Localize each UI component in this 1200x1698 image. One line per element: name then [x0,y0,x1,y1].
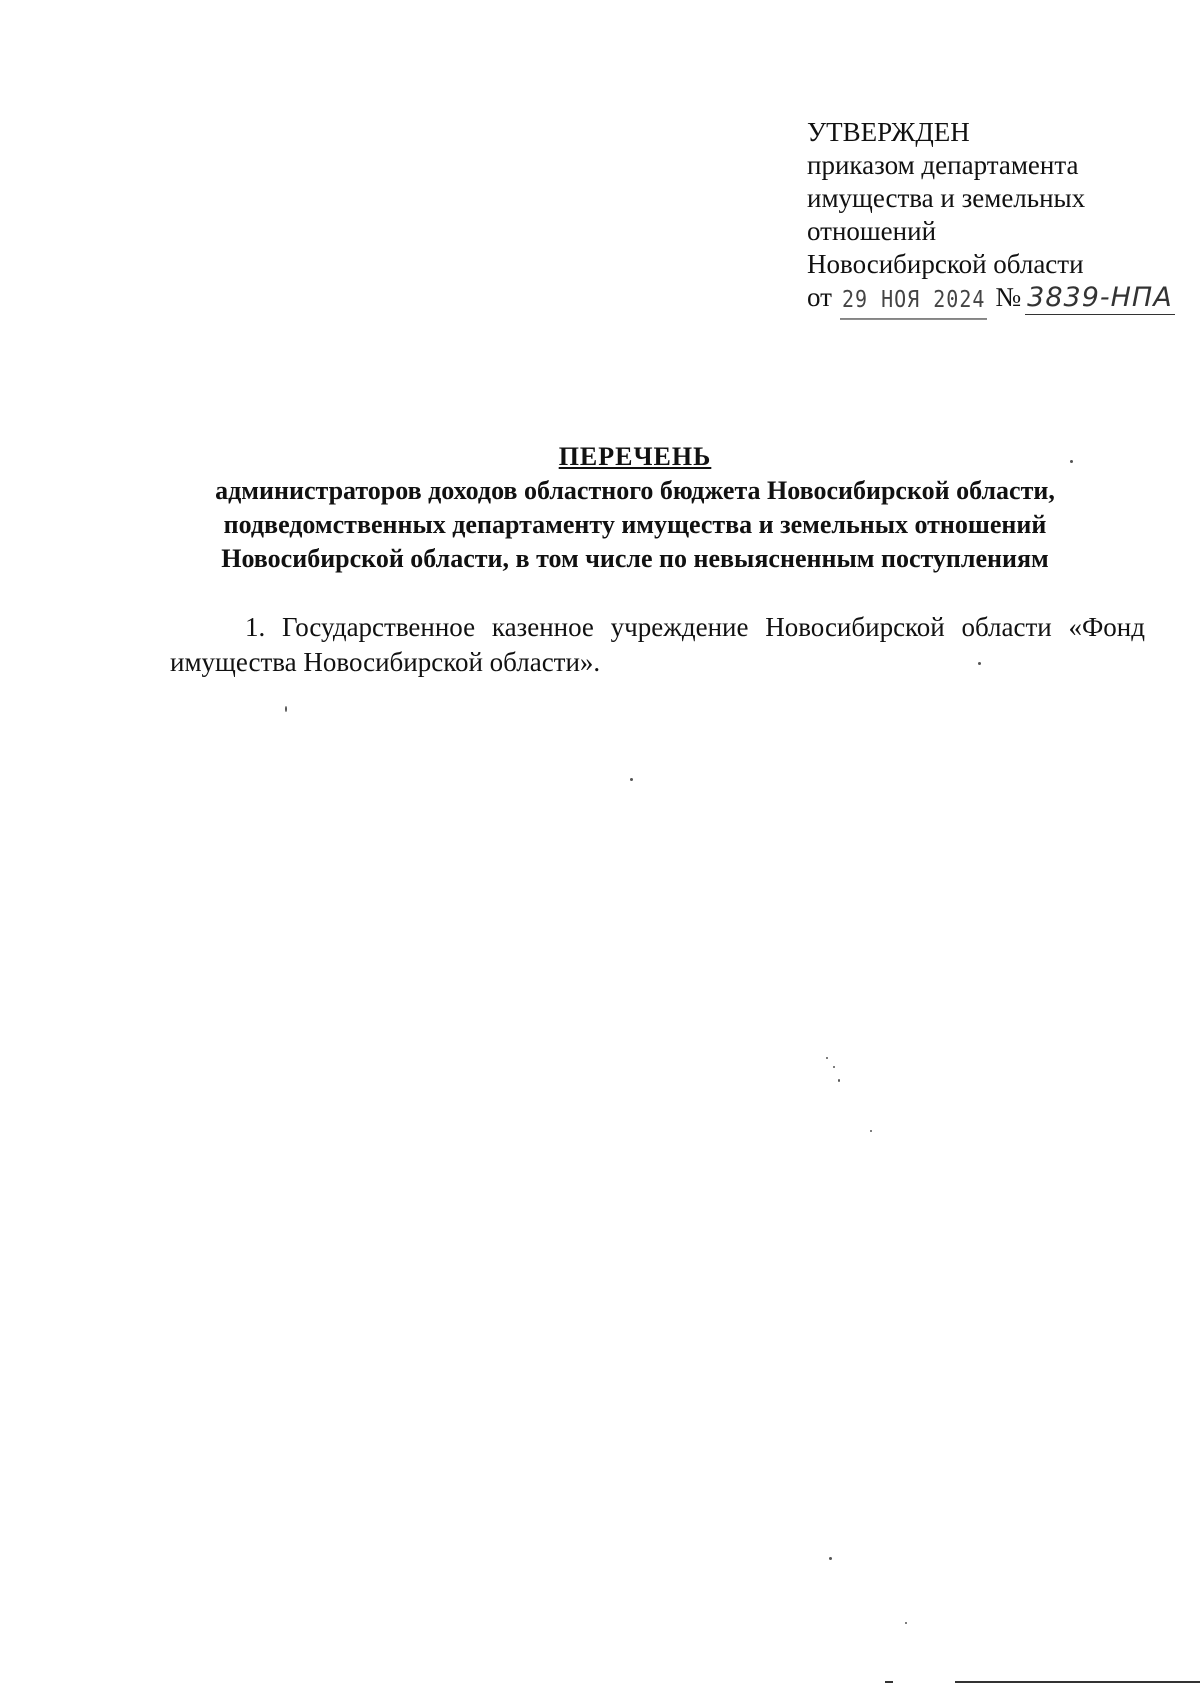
list-item-1: 1. Государственное казенное учреждение Новосибирской области «Фонд имущества Новосибирской области». [170,612,1145,677]
approval-line-3: отношений [807,216,937,246]
scan-speck [1070,460,1073,463]
scan-speck [838,1079,840,1082]
title-heading: ПЕРЕЧЕНЬ [558,442,712,471]
title-line-2: подведомственных департаменту имущества и земельных отношений [223,510,1047,539]
title-line-3: Новосибирской области, в том числе по невыясненным поступлениям [221,544,1049,573]
scan-speck [285,706,287,712]
footer-rule-short [885,1681,893,1683]
scan-speck [829,1557,832,1560]
approval-heading: УТВЕРЖДЕН [807,117,970,147]
document-title [150,440,1120,576]
registration-number: 3839-НПА [1027,282,1173,313]
scan-speck [870,1130,872,1132]
footer-rule-long [955,1681,1200,1683]
scan-speck [978,662,981,665]
approval-line-2: имущества и земельных [807,183,1086,213]
scan-speck [833,1066,835,1068]
approval-block [807,116,1173,317]
title-line-1: администраторов доходов областного бюджета Новосибирской области, [215,476,1055,505]
number-sign: № [995,282,1022,312]
approval-line-1: приказом департамента [807,150,1079,180]
scan-speck [630,778,633,781]
approval-line-4: Новосибирской области [807,249,1084,279]
approval-date-line [807,281,1173,317]
scan-speck [905,1622,907,1624]
scan-speck [826,1057,828,1059]
date-stamp: 29 НОЯ 2024 [840,280,987,319]
date-prefix: от [807,282,832,312]
